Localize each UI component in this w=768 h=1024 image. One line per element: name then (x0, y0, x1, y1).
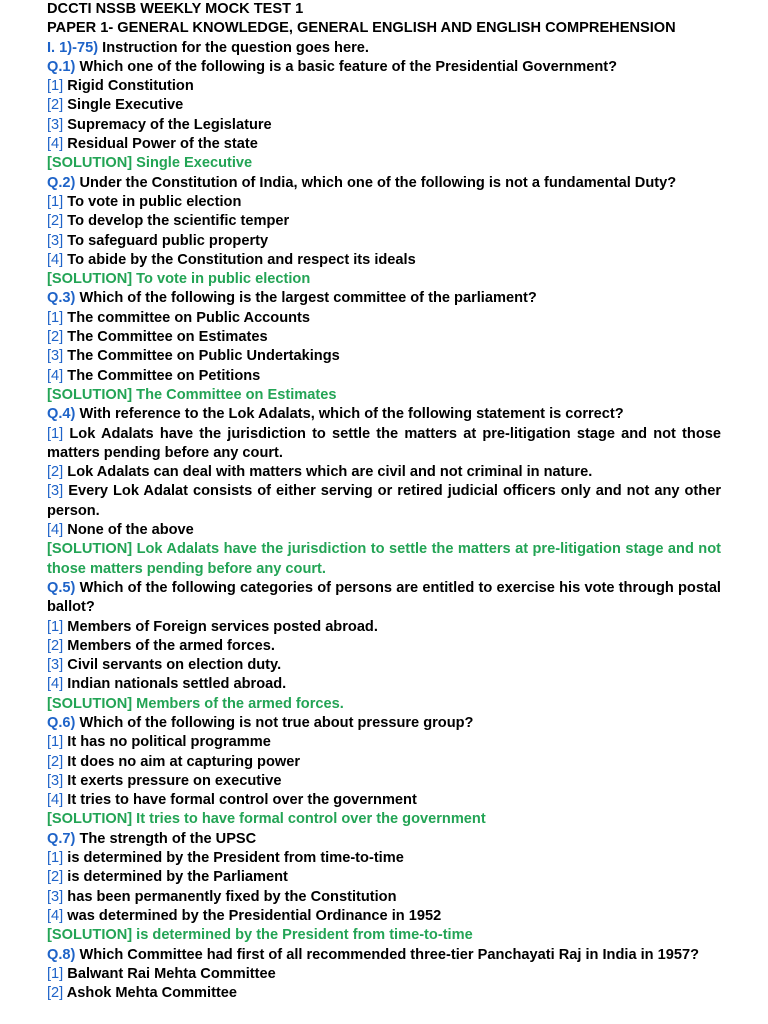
instruction-line (47, 39, 721, 58)
question-number: Q.2) (47, 174, 76, 191)
document-title: DCCTI NSSB WEEKLY MOCK TEST 1 (47, 1, 304, 17)
option-index: [1] (47, 193, 64, 210)
option-line (47, 753, 721, 772)
option-line (47, 367, 721, 386)
option-index: [2] (47, 213, 64, 230)
question-list (47, 58, 721, 1004)
question-number: Q.1) (47, 58, 76, 75)
option-line (47, 656, 721, 675)
option-line (47, 328, 721, 347)
question-line (47, 58, 721, 77)
option-line (47, 637, 721, 656)
question-line (47, 714, 721, 733)
option-index: [2] (47, 97, 64, 114)
option-index: [2] (47, 985, 64, 1002)
solution-line: [SOLUTION] Single Executive (47, 155, 253, 172)
question-text: The strength of the UPSC (79, 830, 257, 847)
option-index: [4] (47, 136, 64, 153)
option-line (47, 849, 721, 868)
paper-heading: PAPER 1- GENERAL KNOWLEDGE, GENERAL ENGLISH AND ENGLISH COMPREHENSION (47, 20, 676, 37)
question-text: Which one of the following is a basic feature of the Presidential Government? (79, 58, 618, 75)
option-text: Every Lok Adalat consists of either serving or retired judicial officers only and not any other person. (47, 483, 722, 519)
option-index: [4] (47, 522, 64, 539)
option-index: [4] (47, 907, 64, 924)
option-text: To develop the scientific temper (67, 213, 290, 230)
question-number: Q.4) (47, 406, 76, 423)
question-line (47, 174, 721, 193)
option-index: [2] (47, 637, 64, 654)
option-text: It does no aim at capturing power (67, 753, 301, 770)
option-index: [2] (47, 753, 64, 770)
option-text: It exerts pressure on executive (67, 772, 282, 789)
question-block (47, 405, 721, 579)
option-text: None of the above (67, 522, 194, 539)
option-text: The committee on Public Accounts (67, 309, 311, 326)
option-line (47, 868, 721, 887)
option-text: Single Executive (67, 97, 184, 114)
option-text: Indian nationals settled abroad. (67, 676, 287, 693)
option-text: was determined by the Presidential Ordinance in 1952 (67, 907, 442, 924)
question-text: Which of the following is not true about pressure group? (79, 714, 474, 731)
solution-line: [SOLUTION] The Committee on Estimates (47, 386, 337, 403)
option-line (47, 193, 721, 212)
option-line (47, 116, 721, 135)
option-line (47, 309, 721, 328)
option-line (47, 77, 721, 96)
solution-line: [SOLUTION] Lok Adalats have the jurisdiction to settle the matters at pre-litigation stage and not those matters pending before any court. (47, 541, 721, 577)
option-index: [3] (47, 116, 64, 133)
option-index: [3] (47, 483, 64, 500)
option-index: [1] (47, 78, 64, 95)
question-block (47, 58, 721, 174)
option-text: The Committee on Petitions (67, 367, 261, 384)
option-line (47, 482, 721, 521)
solution-line: [SOLUTION] To vote in public election (47, 271, 311, 288)
option-index: [1] (47, 965, 64, 982)
option-text: It tries to have formal control over the government (67, 792, 417, 809)
question-number: Q.6) (47, 714, 76, 731)
option-line (47, 888, 721, 907)
option-line (47, 772, 721, 791)
question-number: Q.5) (47, 579, 76, 596)
option-index: [4] (47, 792, 64, 809)
option-index: [2] (47, 869, 64, 886)
option-index: [1] (47, 309, 64, 326)
option-line (47, 212, 721, 231)
option-index: [4] (47, 676, 64, 693)
option-line (47, 521, 721, 540)
option-text: Residual Power of the state (67, 136, 258, 153)
option-line (47, 733, 721, 752)
option-text: To abide by the Constitution and respect its ideals (67, 251, 416, 268)
option-line (47, 347, 721, 366)
question-number: Q.8) (47, 946, 76, 963)
option-line (47, 984, 721, 1003)
option-text: Lok Adalats can deal with matters which are civil and not criminal in nature. (67, 464, 593, 481)
question-block (47, 174, 721, 290)
option-line (47, 425, 721, 464)
option-text: It has no political programme (67, 734, 271, 751)
option-text: Supremacy of the Legislature (67, 116, 272, 133)
option-index: [1] (47, 425, 64, 442)
option-index: [3] (47, 232, 64, 249)
option-text: To vote in public election (67, 193, 242, 210)
option-index: [4] (47, 367, 64, 384)
option-line (47, 251, 721, 270)
option-index: [2] (47, 464, 64, 481)
question-block (47, 830, 721, 946)
option-line (47, 965, 721, 984)
option-text: Rigid Constitution (67, 78, 194, 95)
solution-line: [SOLUTION] Members of the armed forces. (47, 695, 344, 712)
option-text: is determined by the President from time-to-time (67, 850, 404, 867)
question-block (47, 579, 721, 714)
instruction-range: I. 1)-75) (47, 39, 99, 56)
question-block (47, 289, 721, 405)
question-text: Under the Constitution of India, which one of the following is not a fundamental Duty? (79, 174, 677, 191)
option-index: [4] (47, 251, 64, 268)
option-line (47, 618, 721, 637)
question-block (47, 946, 721, 1004)
option-line (47, 907, 721, 926)
option-text: has been permanently fixed by the Constitution (67, 888, 397, 905)
option-line (47, 463, 721, 482)
option-index: [3] (47, 657, 64, 674)
option-text: Ashok Mehta Committee (66, 985, 238, 1002)
option-text: The Committee on Public Undertakings (67, 348, 340, 365)
question-text: With reference to the Lok Adalats, which of the following statement is correct? (79, 406, 624, 423)
option-text: Lok Adalats have the jurisdiction to settle the matters at pre-litigation stage and not those matters pending before any court. (47, 425, 721, 461)
option-line (47, 675, 721, 694)
option-line (47, 135, 721, 154)
option-index: [3] (47, 348, 64, 365)
option-index: [1] (47, 850, 64, 867)
solution-line: [SOLUTION] is determined by the President from time-to-time (47, 927, 473, 944)
question-text: Which of the following is the largest committee of the parliament? (79, 290, 537, 307)
option-line (47, 791, 721, 810)
option-index: [3] (47, 888, 64, 905)
option-index: [1] (47, 618, 64, 635)
option-line (47, 96, 721, 115)
option-text: is determined by the Parliament (67, 869, 288, 886)
option-text: Balwant Rai Mehta Committee (67, 965, 276, 982)
question-line (47, 289, 721, 308)
instruction-text: Instruction for the question goes here. (102, 39, 369, 56)
question-block (47, 714, 721, 830)
option-index: [2] (47, 329, 64, 346)
option-index: [3] (47, 772, 64, 789)
solution-line: [SOLUTION] It tries to have formal control over the government (47, 811, 486, 828)
question-line (47, 579, 721, 618)
option-line (47, 232, 721, 251)
option-text: The Committee on Estimates (67, 329, 268, 346)
option-text: Members of Foreign services posted abroad. (67, 618, 378, 635)
question-line (47, 946, 721, 965)
option-index: [1] (47, 734, 64, 751)
question-line (47, 830, 721, 849)
option-text: Members of the armed forces. (67, 637, 275, 654)
question-text: Which of the following categories of persons are entitled to exercise his vote through postal ballot? (47, 579, 721, 616)
question-number: Q.3) (47, 290, 76, 307)
option-text: To safeguard public property (67, 232, 269, 249)
question-line (47, 405, 721, 424)
question-number: Q.7) (47, 830, 76, 847)
question-text: Which Committee had first of all recommended three-tier Panchayati Raj in India in 1957? (79, 946, 700, 963)
option-text: Civil servants on election duty. (67, 657, 282, 674)
